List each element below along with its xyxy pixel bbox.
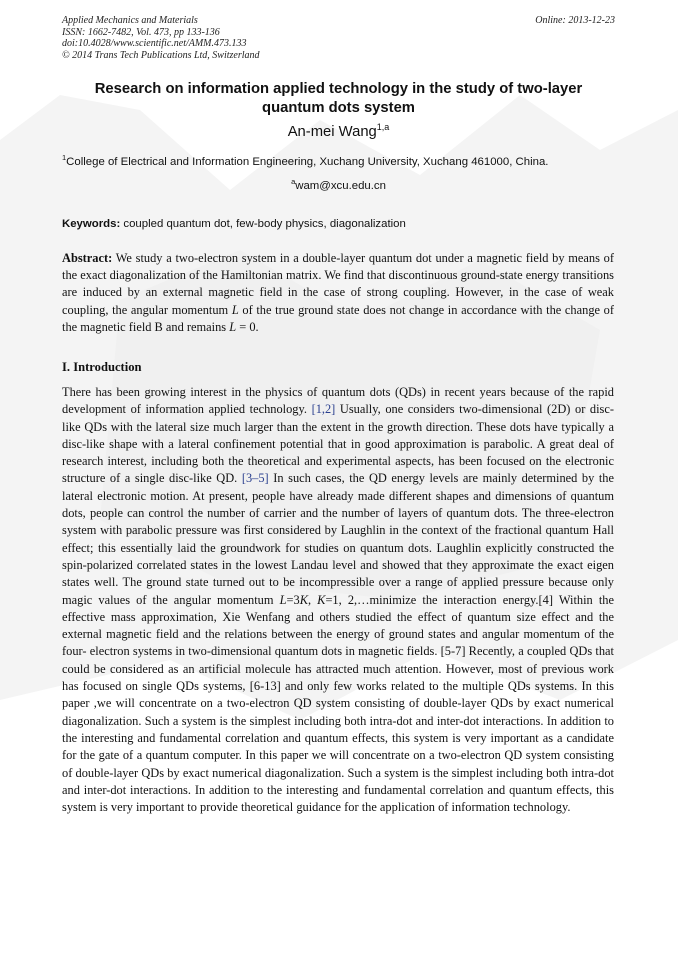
introduction-paragraph	[62, 384, 614, 816]
journal-name: Applied Mechanics and Materials	[62, 15, 198, 26]
abstract-label: Abstract:	[62, 251, 113, 265]
section-heading-introduction: I. Introduction	[62, 360, 142, 374]
abstract-var-l: L	[231, 302, 239, 317]
affiliation	[62, 153, 615, 168]
issn-line: ISSN: 1662-7482, Vol. 473, pp 133-136	[62, 26, 220, 38]
math-var-k: K	[299, 592, 308, 607]
email-address[interactable]: wam@xcu.edu.cn	[295, 180, 386, 192]
author-name: An-mei Wang	[287, 124, 377, 140]
intro-text-4: =3	[286, 592, 300, 607]
title-line-2: quantum dots system	[262, 100, 415, 116]
author-line	[62, 122, 615, 140]
citation-link-1-2[interactable]: [1,2]	[311, 402, 336, 417]
copyright-line: © 2014 Trans Tech Publications Ltd, Switzerland	[62, 49, 260, 61]
online-date: Online: 2013-12-23	[535, 15, 615, 26]
abstract-text-1: We study a two-electron system in a double-layer quantum dot under a magnetic field by means of the exact diagonalization of the Hamiltonian matrix. We find that discontinuous ground-state energy transitions are induced by an external magnetic field in the case of strong coupling. However, in the case of weak coupling, the angular momentum	[62, 251, 614, 317]
keywords-text: coupled quantum dot, few-body physics, diagonalization	[123, 218, 406, 230]
affiliation-text: College of Electrical and Information Engineering, Xuchang University, Xuchang 461000, China.	[66, 156, 549, 168]
abstract	[62, 250, 614, 336]
citation-link-3-5[interactable]: [3–5]	[241, 471, 269, 486]
intro-text-2: Usually, one considers two-dimensional (2D) or disc-like QDs with the lateral size much larger than the extent in the growth direction. These dots have typically a disc-like shape with a lateral confinement potential that in good approximation is parabolic. A great deal of research interest, including both the theoretical and experimental aspects, has been focused on the electronic structure of a single disc-like QD.	[62, 402, 615, 486]
keywords-label: Keywords:	[62, 218, 121, 230]
affiliation-superscript: 1	[62, 153, 67, 162]
doi-line: doi:10.4028/www.scientific.net/AMM.473.133	[62, 38, 247, 50]
intro-text-3: In such cases, the QD energy levels are mainly determined by the lateral electronic motion. At present, people have already made different shapes and dimensions of quantum dots, people can control the number of carrier and the number of layers of quantum dots. The three-electron system with parabolic pressure was first considered by Laughlin in the context of the fractional quantum Hall effect; this essentially laid the groundwork for studies on quantum dots. Laughlin explicitly constructed the spin-polarized correlated states in the lowest Landau level and showed that they approximate the exact eigen states well. The ground state turned out to be incompressible over a range of applied pressure because only magic values of the angular momentum	[62, 471, 615, 607]
intro-text-6: =1, 2,…minimize the interaction energy.[4] Within the effective mass approximation, Xie Wenfang and others studied the effect of quantum size effect and the external magnetic field and the relations between the energy of ground states and angular momentum of the four- electron systems in two-dimensional quantum dots in magnetic fields. [5-7] Recently, a coupled QDs that could be considered as an artificial molecule has attracted much attention. However, most of previous work has focused on single QDs systems, [6-13] and only few works related to the multiple QDs systems. In this paper ,we will concentrate on a two-electron QD system consisting of double-layer QDs by exact numerical diagonalization. Such a system is the simplest including both intra-dot and inter-dot interactions. In addition to the interesting and fundamental correlation and quantum effects, this system is very important as a candidate for the gate of a quantum computer. In this paper we will concentrate on a two-electron QD system consisting of double-layer QDs by exact numerical diagonalization. Such a system is the simplest including both intra-dot and inter-dot interactions. In addition to the interesting and fundamental correlation and quantum effects, this system is very important to provide theoretical guidance for the application of information technology.	[62, 592, 614, 815]
abstract-text-2: of the true ground state does not change in accordance with the change of the magnetic field B and remains	[62, 302, 614, 334]
keywords	[62, 218, 615, 230]
author-superscript: 1,a	[376, 122, 390, 132]
intro-text-1: There has been growing interest in the physics of quantum dots (QDs) in recent years because of the rapid development of information applied technology.	[62, 385, 614, 417]
intro-text-5: ,	[307, 592, 318, 607]
math-var-k-2: K	[317, 592, 326, 607]
journal-header	[62, 15, 615, 61]
abstract-equation-end: = 0.	[236, 319, 259, 334]
math-var-l: L	[279, 592, 287, 607]
title-line-1: Research on information applied technology in the study of two-layer	[94, 81, 583, 97]
paper-title	[62, 80, 615, 118]
email-superscript: a	[291, 177, 296, 186]
abstract-var-l-2: L	[229, 319, 237, 334]
author-email	[62, 177, 615, 192]
